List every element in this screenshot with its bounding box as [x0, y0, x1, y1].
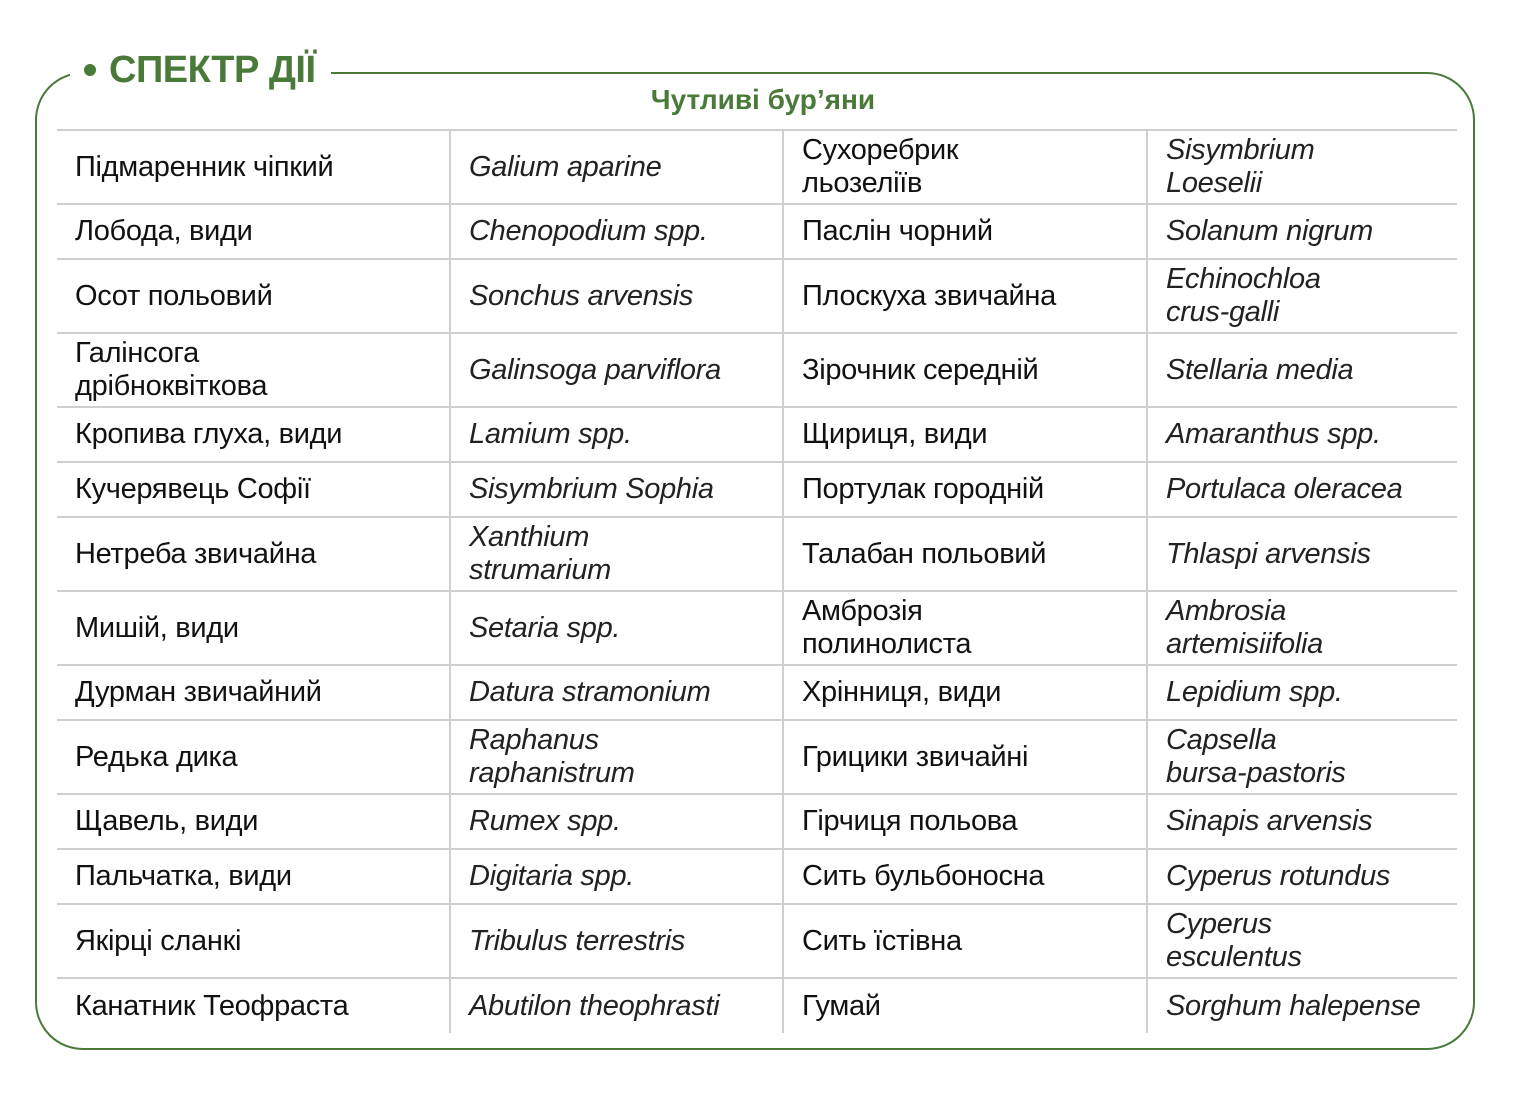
weed-latin-name: Portulaca oleracea: [1147, 462, 1457, 517]
weed-latin-name: Xanthium strumarium: [450, 517, 783, 591]
weed-latin-name: Solanum nigrum: [1147, 204, 1457, 259]
weed-common-name: Мишій, види: [75, 611, 239, 644]
weed-latin-name: Digitaria spp.: [450, 849, 783, 904]
table-row: [57, 904, 1457, 978]
table-row: [57, 794, 1457, 849]
weed-common-name: Лобода, види: [75, 215, 253, 247]
weed-latin-name: Sisymbrium Loeselii: [1147, 130, 1457, 204]
weed-common-name: Щавель, види: [75, 805, 259, 837]
weed-latin-name: Chenopodium spp.: [450, 204, 783, 259]
weed-common-name: Сить їстівна: [783, 904, 1147, 978]
weed-latin-name: Echinochloa crus-galli: [1147, 259, 1457, 333]
weed-common-name: Паслін чорний: [783, 204, 1147, 259]
weed-common-name: Пальчатка, види: [75, 860, 292, 892]
table-subtitle: Чутливі бур’яни: [650, 84, 876, 115]
weed-common-name: Грицики звичайні: [783, 720, 1147, 794]
weed-latin-name: Datura stramonium: [450, 665, 783, 720]
weed-latin-name: Stellaria media: [1147, 333, 1457, 407]
weed-common-name: Осот польовий: [75, 279, 273, 312]
weed-common-name: Зірочник середній: [783, 333, 1147, 407]
weed-common-name: Щириця, види: [783, 407, 1147, 462]
weed-common-name: Редька дика: [75, 740, 238, 773]
table-row: [57, 720, 1457, 794]
weed-common-name: Сухоребрик льозеліїв: [783, 130, 1147, 204]
weed-common-name: Підмаренник чіпкий: [75, 150, 334, 183]
weed-latin-name: Amaranthus spp.: [1147, 407, 1457, 462]
weed-latin-name: Raphanus raphanistrum: [450, 720, 783, 794]
table-row: [57, 462, 1457, 517]
table-row: [57, 333, 1457, 407]
weeds-table-body: [57, 130, 1457, 1033]
weed-common-name: Портулак городній: [783, 462, 1147, 517]
weed-common-name: Кучерявець Софії: [75, 473, 311, 505]
weed-latin-name: Cyperus rotundus: [1147, 849, 1457, 904]
weed-latin-name: Rumex spp.: [450, 794, 783, 849]
table-row: [57, 130, 1457, 204]
weed-common-name: Якірці сланкі: [75, 924, 242, 957]
table-row: [57, 849, 1457, 904]
weed-latin-name: Abutilon theophrasti: [450, 978, 783, 1033]
table-row: [57, 665, 1457, 720]
table-row: [57, 204, 1457, 259]
weed-common-name: Сить бульбоносна: [783, 849, 1147, 904]
weed-latin-name: Thlaspi arvensis: [1147, 517, 1457, 591]
weed-common-name: Дурман звичайний: [75, 676, 322, 708]
weed-common-name: Хрінниця, види: [783, 665, 1147, 720]
bullet-icon: [84, 64, 96, 76]
weed-latin-name: Tribulus terrestris: [450, 904, 783, 978]
weed-common-name: Канатник Теофраста: [75, 989, 349, 1022]
weed-common-name: Амброзія полинолиста: [783, 591, 1147, 665]
weed-latin-name: Cyperus esculentus: [1147, 904, 1457, 978]
weed-common-name: Нетреба звичайна: [75, 537, 317, 570]
section-title: СПЕКТР ДІЇ: [109, 48, 316, 91]
weed-latin-name: Sinapis arvensis: [1147, 794, 1457, 849]
weed-latin-name: Sorghum halepense: [1147, 978, 1457, 1033]
table-row: [57, 517, 1457, 591]
table-row: [57, 407, 1457, 462]
table-row: [57, 978, 1457, 1033]
weed-latin-name: Setaria spp.: [450, 591, 783, 665]
weed-latin-name: Sonchus arvensis: [450, 259, 783, 333]
weed-common-name: Гірчиця польова: [783, 794, 1147, 849]
weed-common-name: Плоскуха звичайна: [783, 259, 1147, 333]
weed-common-name: Кропива глуха, види: [75, 418, 343, 450]
weed-latin-name: Ambrosia artemisiifolia: [1147, 591, 1457, 665]
weed-latin-name: Capsella bursa-pastoris: [1147, 720, 1457, 794]
weed-common-name: Галінсога дрібноквіткова: [75, 337, 268, 402]
weed-latin-name: Lamium spp.: [450, 407, 783, 462]
weed-latin-name: Sisymbrium Sophia: [450, 462, 783, 517]
weed-latin-name: Lepidium spp.: [1147, 665, 1457, 720]
weed-latin-name: Galinsoga parviflora: [450, 333, 783, 407]
table-row: [57, 591, 1457, 665]
table-row: [57, 259, 1457, 333]
weed-common-name: Талабан польовий: [783, 517, 1147, 591]
weeds-table: [57, 129, 1457, 1033]
weed-common-name: Гумай: [783, 978, 1147, 1033]
weed-latin-name: Galium aparine: [450, 130, 783, 204]
